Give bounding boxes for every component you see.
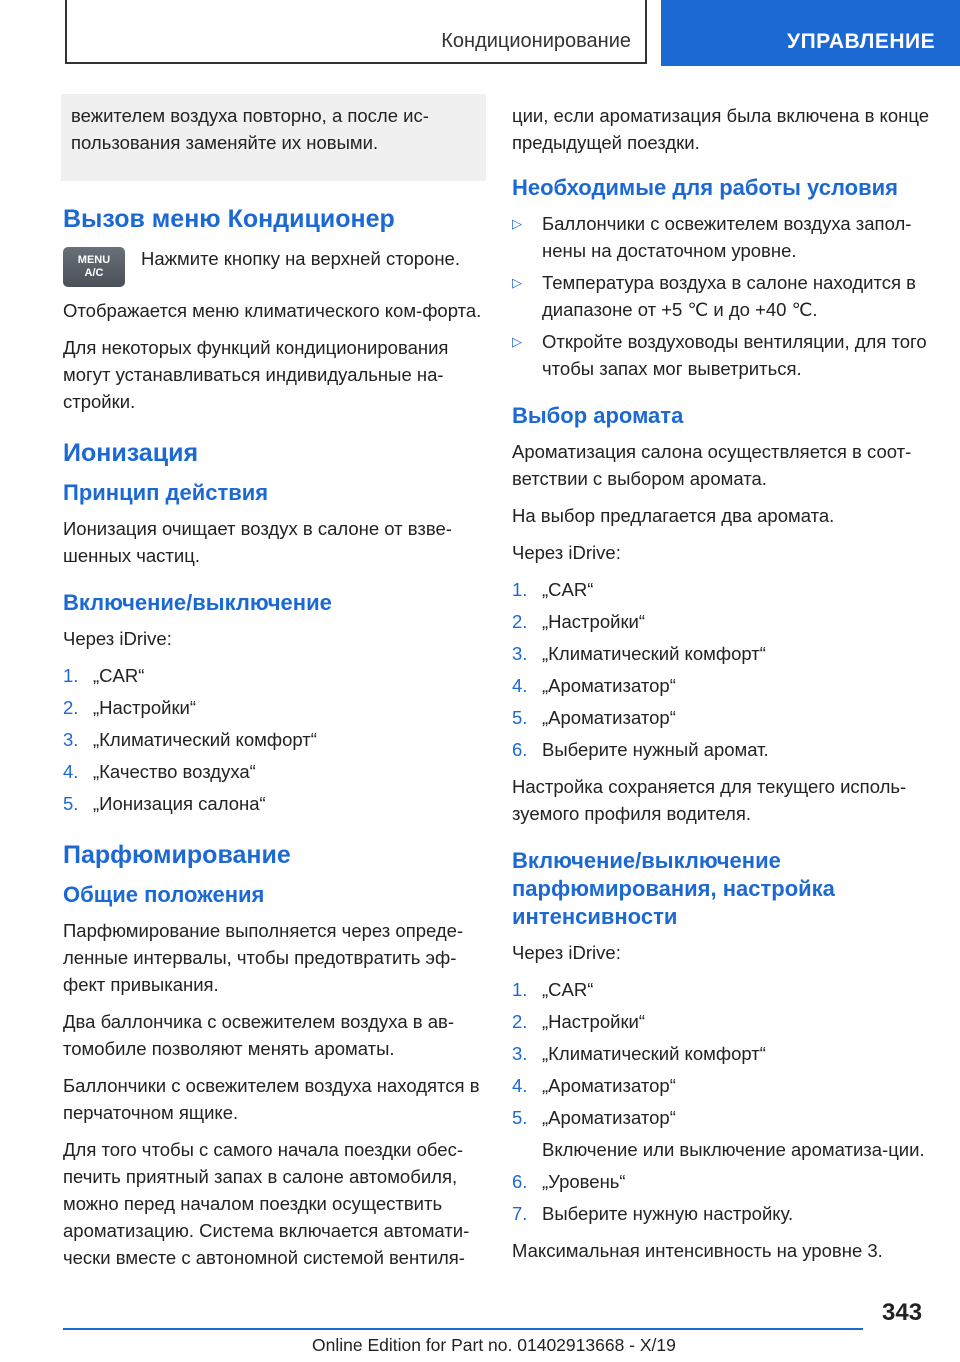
continued-note-box <box>61 94 486 181</box>
paragraph: Ионизация очищает воздух в салоне от взве-шенных частиц. <box>63 518 452 566</box>
heading-ionization: Ионизация <box>63 439 199 467</box>
paragraph: Отображается меню климатического ком-форта. <box>63 300 482 321</box>
list-item: 5. „Ионизация салона“ <box>63 793 266 814</box>
list-item: 2. „Настройки“ <box>512 611 646 632</box>
header-chapter-title: УПРАВЛЕНИЕ <box>787 30 936 53</box>
paragraph: Через iDrive: <box>63 628 172 649</box>
page-number: 343 <box>882 1299 923 1326</box>
list-item: 2. „Настройки“ <box>512 1011 646 1032</box>
paragraph: Баллончики с освежителем воздуха находятся в перчаточном ящике. <box>63 1075 480 1123</box>
paragraph: ции, если ароматизация была включена в конце предыдущей поездки. <box>512 105 930 153</box>
heading-on-off: Включение/выключение <box>63 590 332 615</box>
paragraph: Ароматизация салона осуществляется в соот-ветствии с выбором аромата. <box>512 441 912 489</box>
right-column <box>512 96 932 1274</box>
paragraph: Парфюмирование выполняется через опреде-ленные интервалы, чтобы предотвратить эф-фект привыкания. <box>63 920 464 995</box>
intensity-steps <box>512 976 932 1227</box>
list-item: 3. „Климатический комфорт“ <box>63 729 317 750</box>
paragraph: Для некоторых функций кондиционирования могут устанавливаться индивидуальные на-стройки. <box>63 337 449 412</box>
continued-note-text: вежителем воздуха повторно, а после ис-пользования заменяйте их новыми. <box>71 105 429 153</box>
list-item: 6. „Уровень“ <box>512 1171 626 1192</box>
footer-edition: Online Edition for Part no. 01402913668 - X/19 <box>312 1335 676 1355</box>
heading-perfume: Парфюмирование <box>63 841 291 869</box>
left-column <box>63 96 483 1281</box>
list-item: 5. „Ароматизатор“ <box>512 707 676 728</box>
list-item: 2. „Настройки“ <box>63 697 197 718</box>
list-item: 7. Выберите нужную настройку. <box>512 1203 794 1224</box>
header-section-box <box>65 0 647 64</box>
list-item: 5. „Ароматизатор“ <box>512 1107 676 1128</box>
paragraph: Через iDrive: <box>512 542 621 563</box>
conditions-list <box>512 210 932 382</box>
header-chapter-tab <box>661 0 960 66</box>
bullet-triangle-icon: ▷ <box>512 275 522 290</box>
list-item: 4. „Качество воздуха“ <box>63 761 256 782</box>
paragraph: Максимальная интенсивность на уровне 3. <box>512 1240 883 1261</box>
heading-general: Общие положения <box>63 882 265 907</box>
bullet-triangle-icon: ▷ <box>512 334 522 349</box>
menu-instruction <box>63 245 483 287</box>
list-item: 1. „CAR“ <box>512 579 594 600</box>
menu-ac-button-icon: MENU A/C <box>63 247 125 287</box>
bullet-triangle-icon: ▷ <box>512 216 522 231</box>
paragraph: На выбор предлагается два аромата. <box>512 505 835 526</box>
list-item: ▷ Температура воздуха в салоне находится в диапазоне от +5 ℃ и до +40 ℃. <box>512 269 932 323</box>
paragraph: Два баллончика с освежителем воздуха в ав-томобиле позволяют менять ароматы. <box>63 1011 455 1059</box>
list-item: 3. „Климатический комфорт“ <box>512 643 766 664</box>
heading-intensity: Включение/выключение парфюмирования, настройка интенсивности <box>512 848 835 929</box>
paragraph: Настройка сохраняется для текущего исполь-зуемого профиля водителя. <box>512 776 907 824</box>
header-section-title: Кондиционирование <box>441 30 631 52</box>
paragraph: Для того чтобы с самого начала поездки обес-печить приятный запах в салоне автомобиля, можно перед началом поездки осуществить ароматизацию. Система включается автомати-чески вместе с автономной системой вентиля- <box>63 1139 470 1268</box>
heading-choice: Выбор аромата <box>512 403 684 428</box>
list-item-note: Включение или выключение ароматиза-ции. <box>542 1139 925 1160</box>
list-item: ▷ Баллончики с освежителем воздуха запол-нены на достаточном уровне. <box>512 210 932 264</box>
list-item: 1. „CAR“ <box>63 665 145 686</box>
menu-instruction-text: Нажмите кнопку на верхней стороне. <box>141 248 460 269</box>
list-item: 3. „Климатический комфорт“ <box>512 1043 766 1064</box>
heading-principle: Принцип действия <box>63 480 269 505</box>
list-item: ▷ Откройте воздуховоды вентиляции, для того чтобы запах мог выветриться. <box>512 328 932 382</box>
heading-menu: Вызов меню Кондиционер <box>63 205 395 233</box>
list-item: 4. „Ароматизатор“ <box>512 1075 676 1096</box>
list-item: 4. „Ароматизатор“ <box>512 675 676 696</box>
footer-divider <box>63 1328 863 1330</box>
ionization-steps <box>63 662 483 817</box>
list-item: 1. „CAR“ <box>512 979 594 1000</box>
aroma-steps <box>512 576 932 763</box>
list-item: 6. Выберите нужный аромат. <box>512 739 769 760</box>
paragraph: Через iDrive: <box>512 942 621 963</box>
heading-conditions: Необходимые для работы условия <box>512 175 898 200</box>
